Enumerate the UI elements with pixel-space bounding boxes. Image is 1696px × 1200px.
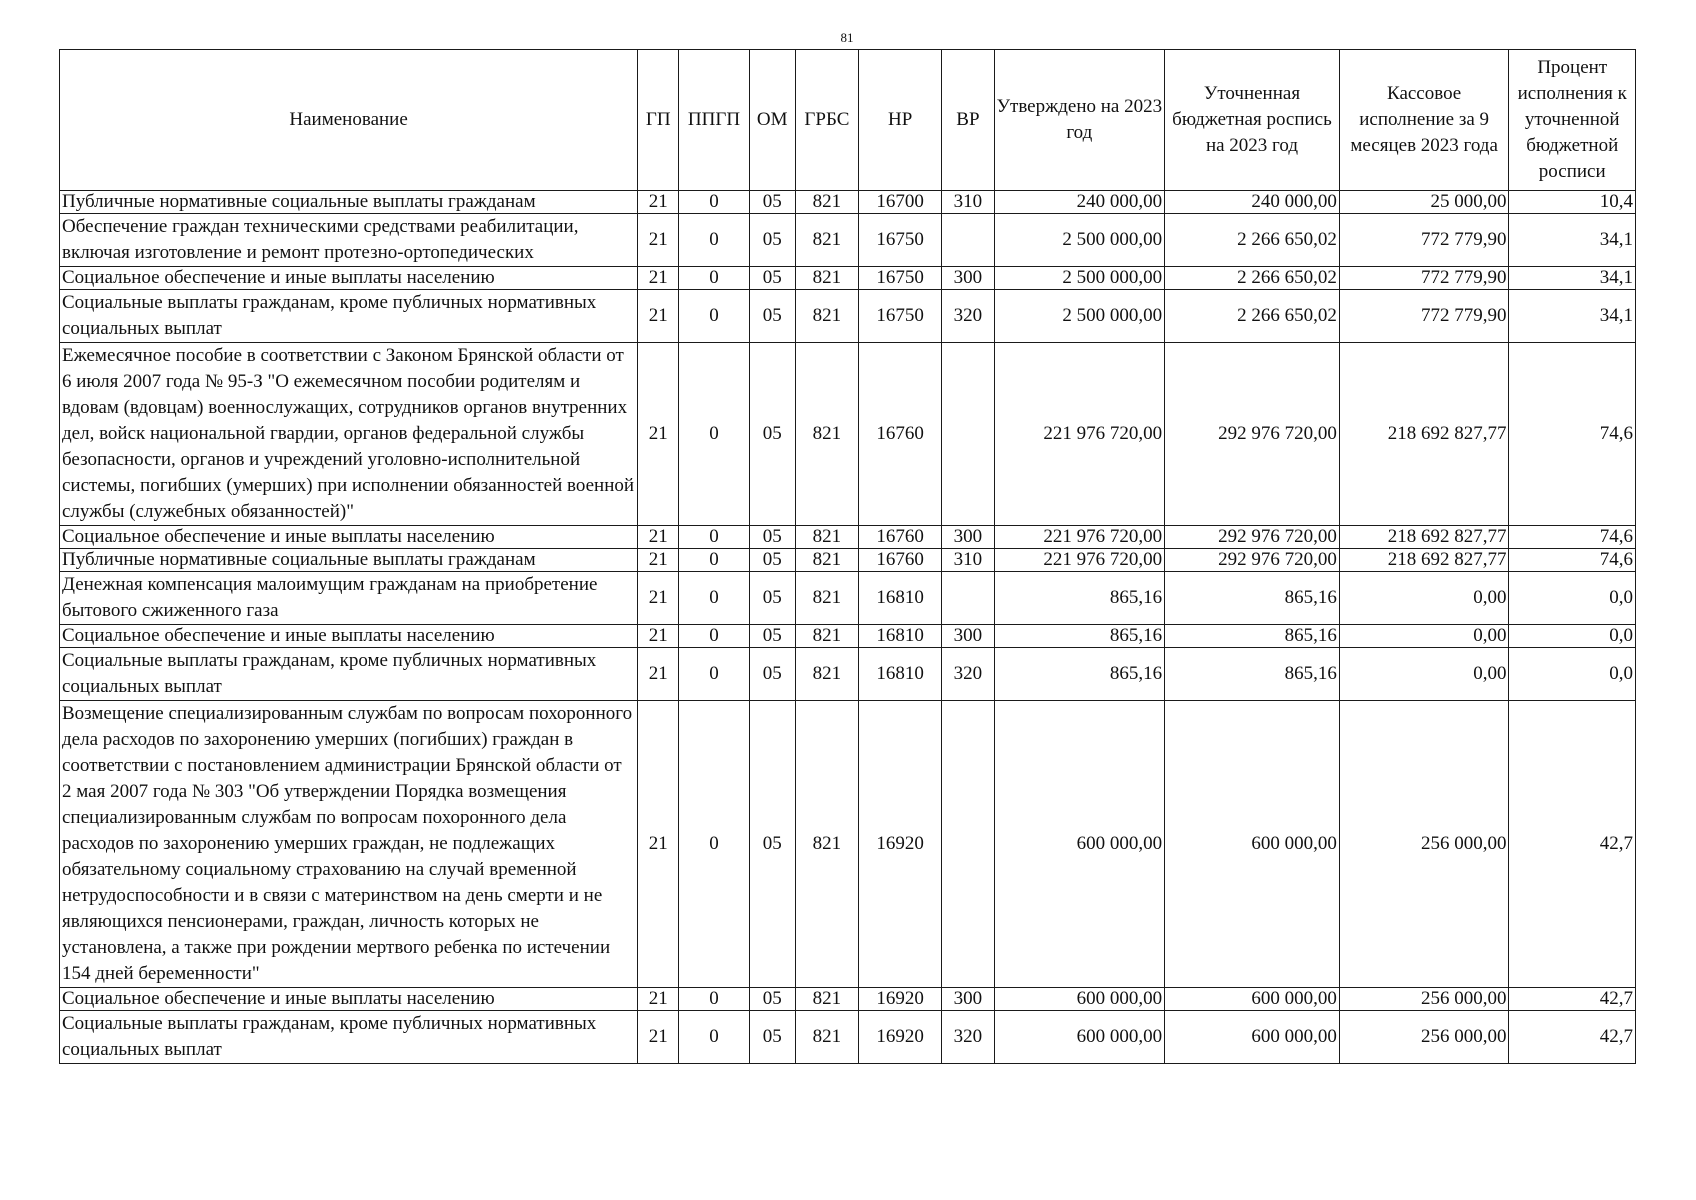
- cell-percent: 0,0: [1509, 572, 1636, 625]
- cell-percent: 74,6: [1509, 526, 1636, 549]
- cell-vr: 300: [942, 267, 994, 290]
- cell-vr: 310: [942, 549, 994, 572]
- cell-grbs: 821: [795, 1011, 858, 1064]
- header-grbs: ГРБС: [795, 50, 858, 191]
- cell-nr: 16920: [859, 988, 942, 1011]
- table-row: [60, 191, 1636, 214]
- cell-refined: 865,16: [1165, 648, 1340, 701]
- cell-cash: 256 000,00: [1339, 701, 1509, 988]
- header-cash: Кассовое исполнение за 9 месяцев 2023 года: [1339, 50, 1509, 191]
- cell-approved: 600 000,00: [994, 701, 1165, 988]
- cell-name: Социальное обеспечение и иные выплаты населению: [60, 267, 638, 290]
- cell-grbs: 821: [795, 625, 858, 648]
- cell-refined: 865,16: [1165, 572, 1340, 625]
- table-row: [60, 549, 1636, 572]
- table-row: [60, 267, 1636, 290]
- cell-om: 05: [749, 648, 795, 701]
- cell-percent: 0,0: [1509, 625, 1636, 648]
- cell-vr: 310: [942, 191, 994, 214]
- cell-approved: 221 976 720,00: [994, 526, 1165, 549]
- cell-om: 05: [749, 701, 795, 988]
- cell-gp: 21: [638, 572, 679, 625]
- cell-refined: 2 266 650,02: [1165, 290, 1340, 343]
- cell-cash: 256 000,00: [1339, 1011, 1509, 1064]
- cell-nr: 16750: [859, 267, 942, 290]
- cell-refined: 600 000,00: [1165, 1011, 1340, 1064]
- cell-gp: 21: [638, 701, 679, 988]
- cell-nr: 16810: [859, 648, 942, 701]
- cell-refined: 2 266 650,02: [1165, 214, 1340, 267]
- cell-vr: 300: [942, 625, 994, 648]
- cell-name: Социальное обеспечение и иные выплаты населению: [60, 625, 638, 648]
- cell-om: 05: [749, 214, 795, 267]
- cell-grbs: 821: [795, 343, 858, 526]
- cell-om: 05: [749, 625, 795, 648]
- table-row: [60, 1011, 1636, 1064]
- cell-name: Обеспечение граждан техническими средствами реабилитации, включая изготовление и ремонт протезно-ортопедических: [60, 214, 638, 267]
- table-row: [60, 343, 1636, 526]
- cell-nr: 16810: [859, 572, 942, 625]
- cell-ppgp: 0: [679, 988, 749, 1011]
- cell-name: Социальные выплаты гражданам, кроме публичных нормативных социальных выплат: [60, 1011, 638, 1064]
- cell-om: 05: [749, 549, 795, 572]
- table-row: [60, 290, 1636, 343]
- cell-name: Социальное обеспечение и иные выплаты населению: [60, 526, 638, 549]
- cell-approved: 600 000,00: [994, 1011, 1165, 1064]
- cell-gp: 21: [638, 290, 679, 343]
- cell-percent: 0,0: [1509, 648, 1636, 701]
- cell-vr: 320: [942, 1011, 994, 1064]
- table-row: [60, 701, 1636, 988]
- cell-nr: 16920: [859, 1011, 942, 1064]
- table-header-row: [60, 50, 1636, 191]
- cell-grbs: 821: [795, 701, 858, 988]
- cell-grbs: 821: [795, 549, 858, 572]
- cell-ppgp: 0: [679, 625, 749, 648]
- cell-nr: 16760: [859, 549, 942, 572]
- cell-ppgp: 0: [679, 290, 749, 343]
- header-percent: Процент исполнения к уточненной бюджетной росписи: [1509, 50, 1636, 191]
- cell-ppgp: 0: [679, 267, 749, 290]
- cell-refined: 292 976 720,00: [1165, 343, 1340, 526]
- cell-percent: 34,1: [1509, 290, 1636, 343]
- cell-name: Денежная компенсация малоимущим гражданам на приобретение бытового сжиженного газа: [60, 572, 638, 625]
- cell-cash: 772 779,90: [1339, 267, 1509, 290]
- header-om: ОМ: [749, 50, 795, 191]
- header-ppgp: ППГП: [679, 50, 749, 191]
- cell-approved: 600 000,00: [994, 988, 1165, 1011]
- cell-refined: 292 976 720,00: [1165, 549, 1340, 572]
- cell-refined: 292 976 720,00: [1165, 526, 1340, 549]
- cell-percent: 42,7: [1509, 701, 1636, 988]
- cell-refined: 865,16: [1165, 625, 1340, 648]
- cell-nr: 16920: [859, 701, 942, 988]
- cell-vr: 320: [942, 648, 994, 701]
- cell-name: Социальные выплаты гражданам, кроме публичных нормативных социальных выплат: [60, 648, 638, 701]
- cell-om: 05: [749, 267, 795, 290]
- cell-nr: 16700: [859, 191, 942, 214]
- cell-ppgp: 0: [679, 343, 749, 526]
- table-row: [60, 572, 1636, 625]
- cell-gp: 21: [638, 549, 679, 572]
- cell-gp: 21: [638, 214, 679, 267]
- cell-gp: 21: [638, 625, 679, 648]
- cell-cash: 25 000,00: [1339, 191, 1509, 214]
- cell-ppgp: 0: [679, 701, 749, 988]
- table-row: [60, 214, 1636, 267]
- header-nr: НР: [859, 50, 942, 191]
- cell-ppgp: 0: [679, 526, 749, 549]
- cell-name: Публичные нормативные социальные выплаты гражданам: [60, 549, 638, 572]
- cell-ppgp: 0: [679, 549, 749, 572]
- cell-approved: 865,16: [994, 572, 1165, 625]
- cell-vr: [942, 701, 994, 988]
- page-number: 81: [840, 30, 854, 45]
- cell-gp: 21: [638, 988, 679, 1011]
- cell-approved: 221 976 720,00: [994, 549, 1165, 572]
- cell-nr: 16760: [859, 526, 942, 549]
- cell-grbs: 821: [795, 290, 858, 343]
- cell-vr: 320: [942, 290, 994, 343]
- cell-vr: [942, 214, 994, 267]
- header-approved: Утверждено на 2023 год: [994, 50, 1165, 191]
- cell-grbs: 821: [795, 988, 858, 1011]
- cell-grbs: 821: [795, 191, 858, 214]
- cell-cash: 256 000,00: [1339, 988, 1509, 1011]
- cell-percent: 34,1: [1509, 267, 1636, 290]
- cell-percent: 42,7: [1509, 1011, 1636, 1064]
- cell-approved: 865,16: [994, 625, 1165, 648]
- cell-gp: 21: [638, 267, 679, 290]
- cell-approved: 2 500 000,00: [994, 290, 1165, 343]
- cell-vr: 300: [942, 526, 994, 549]
- cell-cash: 218 692 827,77: [1339, 526, 1509, 549]
- cell-refined: 600 000,00: [1165, 988, 1340, 1011]
- cell-cash: 772 779,90: [1339, 214, 1509, 267]
- table-row: [60, 625, 1636, 648]
- cell-vr: 300: [942, 988, 994, 1011]
- cell-nr: 16760: [859, 343, 942, 526]
- cell-percent: 10,4: [1509, 191, 1636, 214]
- cell-refined: 240 000,00: [1165, 191, 1340, 214]
- cell-grbs: 821: [795, 267, 858, 290]
- table-row: [60, 988, 1636, 1011]
- cell-om: 05: [749, 1011, 795, 1064]
- cell-grbs: 821: [795, 648, 858, 701]
- cell-ppgp: 0: [679, 1011, 749, 1064]
- cell-ppgp: 0: [679, 572, 749, 625]
- cell-name: Социальное обеспечение и иные выплаты населению: [60, 988, 638, 1011]
- cell-om: 05: [749, 343, 795, 526]
- cell-cash: 218 692 827,77: [1339, 343, 1509, 526]
- cell-refined: 2 266 650,02: [1165, 267, 1340, 290]
- cell-grbs: 821: [795, 214, 858, 267]
- cell-om: 05: [749, 290, 795, 343]
- cell-name: Ежемесячное пособие в соответствии с Законом Брянской области от 6 июля 2007 года № 95-З "О ежемесячном пособии родителям и вдовам (вдовцам) военнослужащих, сотрудников органов внутренних дел, войск национальной гвардии, органов федеральной службы безопасности, органов и учреждений уголовно-исполнительной системы, погибших (умерших) при исполнении обязанностей военной службы (служебных обязанностей)": [60, 343, 638, 526]
- cell-approved: 2 500 000,00: [994, 214, 1165, 267]
- cell-approved: 221 976 720,00: [994, 343, 1165, 526]
- cell-percent: 74,6: [1509, 343, 1636, 526]
- cell-gp: 21: [638, 648, 679, 701]
- cell-name: Публичные нормативные социальные выплаты гражданам: [60, 191, 638, 214]
- cell-nr: 16810: [859, 625, 942, 648]
- cell-ppgp: 0: [679, 214, 749, 267]
- cell-om: 05: [749, 988, 795, 1011]
- cell-approved: 865,16: [994, 648, 1165, 701]
- cell-om: 05: [749, 526, 795, 549]
- budget-table: [59, 49, 1636, 1064]
- cell-cash: 0,00: [1339, 625, 1509, 648]
- cell-refined: 600 000,00: [1165, 701, 1340, 988]
- header-gp: ГП: [638, 50, 679, 191]
- cell-gp: 21: [638, 526, 679, 549]
- cell-cash: 0,00: [1339, 648, 1509, 701]
- header-vr: ВР: [942, 50, 994, 191]
- cell-om: 05: [749, 572, 795, 625]
- cell-gp: 21: [638, 343, 679, 526]
- table-body: [60, 191, 1636, 1064]
- cell-vr: [942, 343, 994, 526]
- cell-name: Социальные выплаты гражданам, кроме публичных нормативных социальных выплат: [60, 290, 638, 343]
- cell-nr: 16750: [859, 214, 942, 267]
- cell-name: Возмещение специализированным службам по вопросам похоронного дела расходов по захоронению умерших (погибших) граждан в соответствии с постановлением администрации Брянской области от 2 мая 2007 года № 303 "Об утверждении Порядка возмещения специализированным службам по вопросам похоронного дела расходов по захоронению умерших граждан, не подлежащих обязательному социальному страхованию на случай временной нетрудоспособности и в связи с материнством на день смерти и не являющихся пенсионерами, граждан, личность которых не установлена, а также при рождении мертвого ребенка по истечении 154 дней беременности": [60, 701, 638, 988]
- cell-cash: 218 692 827,77: [1339, 549, 1509, 572]
- cell-gp: 21: [638, 191, 679, 214]
- header-refined: Уточненная бюджетная роспись на 2023 год: [1165, 50, 1340, 191]
- cell-cash: 0,00: [1339, 572, 1509, 625]
- table-row: [60, 648, 1636, 701]
- cell-percent: 42,7: [1509, 988, 1636, 1011]
- cell-ppgp: 0: [679, 191, 749, 214]
- cell-gp: 21: [638, 1011, 679, 1064]
- cell-grbs: 821: [795, 526, 858, 549]
- cell-cash: 772 779,90: [1339, 290, 1509, 343]
- cell-approved: 240 000,00: [994, 191, 1165, 214]
- cell-percent: 74,6: [1509, 549, 1636, 572]
- cell-ppgp: 0: [679, 648, 749, 701]
- cell-approved: 2 500 000,00: [994, 267, 1165, 290]
- cell-grbs: 821: [795, 572, 858, 625]
- cell-nr: 16750: [859, 290, 942, 343]
- cell-om: 05: [749, 191, 795, 214]
- cell-vr: [942, 572, 994, 625]
- cell-percent: 34,1: [1509, 214, 1636, 267]
- header-name: Наименование: [60, 50, 638, 191]
- table-row: [60, 526, 1636, 549]
